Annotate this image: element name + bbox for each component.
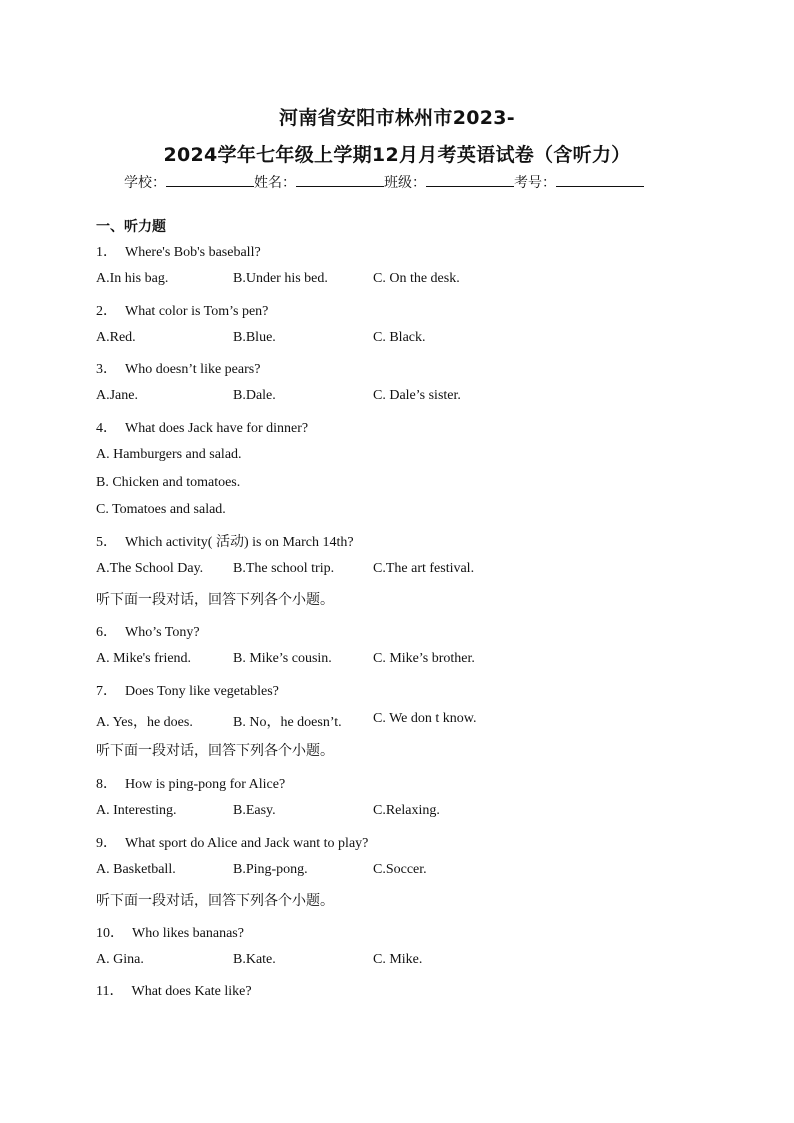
q8-option-b: B.Easy. (233, 803, 276, 818)
question-7 (96, 680, 279, 700)
q9-option-a: A. Basketball. (96, 862, 176, 877)
question-11 (96, 980, 252, 1000)
q4-option-c: C. Tomatoes and salad. (96, 502, 226, 517)
name-blank (296, 174, 384, 187)
q6-option-a: A. Mike's friend. (96, 651, 192, 666)
question-text: Does Tony like vegetables? (125, 684, 279, 699)
question-text: What sport do Alice and Jack want to play? (125, 836, 369, 851)
question-text: What does Kate like? (131, 984, 252, 999)
question-8 (96, 773, 285, 793)
q5-option-c: C.The art festival. (373, 561, 475, 576)
question-number: 9． (96, 836, 117, 851)
question-text: Which activity( 活动) is on March 14th? (125, 535, 354, 550)
question-text: Who likes bananas? (132, 926, 244, 941)
q2-option-b: B.Blue. (233, 330, 276, 345)
class-blank (426, 174, 514, 187)
question-2 (96, 300, 268, 320)
question-text: What color is Tom’s pen? (125, 304, 269, 319)
q9-option-c: C.Soccer. (373, 862, 427, 877)
q3-option-c: C. Dale’s sister. (373, 388, 461, 403)
question-number: 10． (96, 926, 124, 941)
q1-option-a: A.In his bag. (96, 271, 169, 286)
q10-option-b: B.Kate. (233, 952, 276, 967)
question-number: 3． (96, 362, 117, 377)
question-number: 8． (96, 777, 117, 792)
question-text: What does Jack have for dinner? (125, 421, 309, 436)
school-field (124, 172, 254, 192)
exam-number-label: 考号： (514, 175, 556, 191)
name-field (254, 172, 384, 192)
q2-option-c: C. Black. (373, 330, 426, 345)
name-label: 姓名： (254, 175, 296, 191)
question-1 (96, 241, 261, 261)
q3-option-b: B.Dale. (233, 388, 276, 403)
q3-option-a: A.Jane. (96, 388, 138, 403)
question-text: Who’s Tony? (125, 625, 200, 640)
q6-option-b: B. Mike’s cousin. (233, 651, 332, 666)
school-label: 学校： (124, 175, 166, 191)
q7-option-a: A. Yes，he does. (96, 715, 193, 730)
question-number: 11． (96, 984, 124, 999)
q4-option-b: B. Chicken and tomatoes. (96, 475, 241, 490)
exam-number-field (514, 172, 644, 192)
q7-option-b: B. No，he doesn’t. (233, 715, 342, 730)
question-text: Who doesn’t like pears? (125, 362, 261, 377)
question-number: 5． (96, 535, 117, 550)
question-6 (96, 621, 200, 641)
section-heading: 一、听力题 (96, 219, 166, 235)
student-info-row (124, 172, 644, 192)
q8-option-c: C.Relaxing. (373, 803, 440, 818)
q5-option-b: B.The school trip. (233, 561, 335, 576)
exam-title-line-2: 2024学年七年级上学期12月月考英语试卷（含听力） (163, 144, 631, 166)
dialogue-instruction: 听下面一段对话，回答下列各个小题。 (96, 592, 334, 608)
question-number: 6． (96, 625, 117, 640)
question-10 (96, 922, 244, 942)
question-number: 2． (96, 304, 117, 319)
exam-number-blank (556, 174, 644, 187)
q8-option-a: A. Interesting. (96, 803, 177, 818)
class-label: 班级： (384, 175, 426, 191)
question-9 (96, 832, 368, 852)
question-text: How is ping-pong for Alice? (125, 777, 286, 792)
question-3 (96, 358, 260, 378)
question-4 (96, 417, 308, 437)
q9-option-b: B.Ping-pong. (233, 862, 308, 877)
q10-option-c: C. Mike. (373, 952, 423, 967)
q7-option-c: C. We don t know. (373, 711, 477, 726)
q10-option-a: A. Gina. (96, 952, 144, 967)
q1-option-b: B.Under his bed. (233, 271, 328, 286)
q4-option-a: A. Hamburgers and salad. (96, 447, 242, 462)
exam-title-line-1: 河南省安阳市林州市2023- (279, 107, 515, 129)
question-text: Where's Bob's baseball? (125, 245, 261, 260)
question-number: 4． (96, 421, 117, 436)
dialogue-instruction: 听下面一段对话，回答下列各个小题。 (96, 893, 334, 909)
school-blank (166, 174, 254, 187)
question-5 (96, 531, 354, 551)
dialogue-instruction: 听下面一段对话，回答下列各个小题。 (96, 743, 334, 759)
q6-option-c: C. Mike’s brother. (373, 651, 475, 666)
q2-option-a: A.Red. (96, 330, 136, 345)
q5-option-a: A.The School Day. (96, 561, 204, 576)
class-field (384, 172, 514, 192)
q1-option-c: C. On the desk. (373, 271, 460, 286)
question-number: 7． (96, 684, 117, 699)
question-number: 1． (96, 245, 117, 260)
